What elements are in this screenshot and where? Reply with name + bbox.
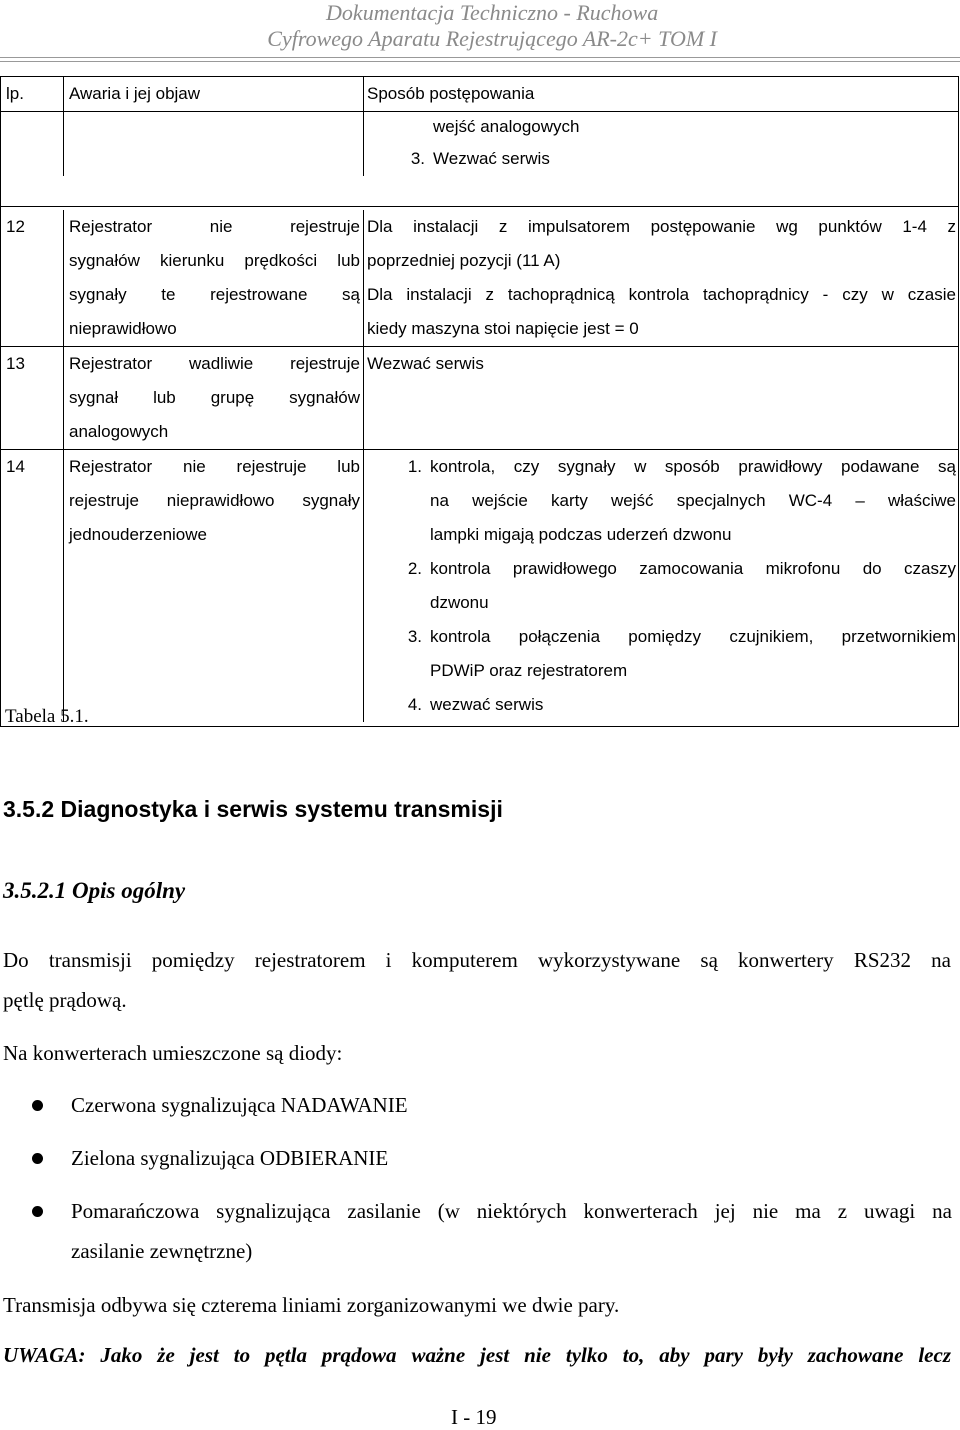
list-item-text: Czerwona sygnalizująca NADAWANIE [71, 1093, 408, 1117]
fault-line: Rejestrator nie rejestruje [69, 217, 360, 236]
col-header-action: Sposób postępowania [367, 84, 535, 103]
step-line: PDWiP oraz rejestratorem [430, 661, 628, 680]
bullet-icon [32, 1100, 43, 1111]
continued-step: Wezwać serwis [433, 149, 550, 168]
header-title-line2: Cyfrowego Aparatu Rejestrującego AR-2c+ TOM I [267, 26, 717, 51]
list-item [40, 1191, 952, 1271]
step-number: 2. [407, 559, 422, 578]
bullet-icon [32, 1206, 43, 1217]
table-row [1, 207, 958, 347]
col-header-fault: Awaria i jej objaw [69, 84, 201, 103]
fault-line: Rejestrator wadliwie rejestruje [69, 354, 360, 373]
step-line: dzwonu [430, 593, 489, 612]
step-line: na wejście karty wejść specjalnych WC-4 – właściwe [430, 491, 956, 510]
table-row-continued [1, 112, 958, 207]
list-item [40, 1085, 952, 1125]
list-item-text: Zielona sygnalizująca ODBIERANIE [71, 1146, 389, 1170]
step-line: wezwać serwis [430, 695, 544, 714]
row-lp: 12 [6, 217, 25, 236]
section-heading: 3.5.2 Diagnostyka i serwis systemu transmisji [3, 796, 503, 822]
paragraph: Na konwerterach umieszczone są diody: [3, 1041, 343, 1065]
table-row [1, 450, 958, 727]
step-number: 3. [410, 149, 425, 168]
fault-line: Rejestrator nie rejestruje lub [69, 457, 360, 476]
paragraph: Transmisja odbywa się czterema liniami zorganizowanymi we dwie pary. [3, 1293, 620, 1317]
paragraph-line: pętlę prądową. [3, 988, 127, 1012]
table-caption: Tabela 5.1. [5, 706, 89, 727]
header-rule [0, 61, 960, 62]
action-line: Dla instalacji z tachoprądnicą kontrola tachoprądnicy - czy w czasie [367, 285, 956, 304]
fault-line: analogowych [69, 422, 169, 441]
continued-line: wejść analogowych [433, 117, 580, 136]
paragraph-line: Do transmisji pomiędzy rejestratorem i komputerem wykorzystywane są konwertery RS232 na [3, 948, 951, 972]
list-item-text: zasilanie zewnętrzne) [71, 1239, 253, 1263]
row-lp: 13 [6, 354, 25, 373]
action-line: poprzedniej pozycji (11 A) [367, 251, 561, 270]
action-line: Dla instalacji z impulsatorem postępowanie wg punktów 1-4 z [367, 217, 956, 236]
action-line: Wezwać serwis [367, 354, 484, 373]
step-line: lampki migają podczas uderzeń dzwonu [430, 525, 732, 544]
row-lp: 14 [6, 457, 25, 476]
table-row [1, 347, 958, 450]
step-number: 4. [407, 695, 422, 714]
step-line: kontrola prawidłowego zamocowania mikrofonu do czaszy [430, 559, 956, 578]
header-rule [0, 57, 960, 58]
action-line: kiedy maszyna stoi napięcie jest = 0 [367, 319, 639, 338]
page-number: I - 19 [451, 1405, 497, 1429]
subsection-heading: 3.5.2.1 Opis ogólny [3, 878, 186, 903]
bullet-icon [32, 1153, 43, 1164]
fault-line: sygnały te rejestrowane są [69, 285, 360, 304]
step-number: 3. [407, 627, 422, 646]
document-header [267, 0, 717, 52]
fault-line: nieprawidłowo [69, 319, 177, 338]
col-header-lp: lp. [6, 84, 24, 103]
fault-line: sygnałów kierunku prędkości lub [69, 251, 360, 270]
fault-line: rejestruje nieprawidłowo sygnały [69, 491, 360, 510]
warning-note: UWAGA: Jako że jest to pętla prądowa ważne jest nie tylko to, aby pary były zachowane lecz [3, 1343, 951, 1367]
table-header-row [1, 77, 958, 112]
fault-table [0, 76, 959, 727]
list-item [40, 1138, 952, 1178]
header-title-line1: Dokumentacja Techniczno - Ruchowa [326, 0, 659, 25]
list-item-text: Pomarańczowa sygnalizująca zasilanie (w niektórych konwerterach jej nie ma z uwagi na [71, 1199, 952, 1223]
step-line: kontrola, czy sygnały w sposób prawidłowy podawane są [430, 457, 956, 476]
step-line: kontrola połączenia pomiędzy czujnikiem, przetwornikiem [430, 627, 956, 646]
fault-line: jednouderzeniowe [69, 525, 207, 544]
fault-line: sygnał lub grupę sygnałów [69, 388, 360, 407]
step-number: 1. [407, 457, 422, 476]
